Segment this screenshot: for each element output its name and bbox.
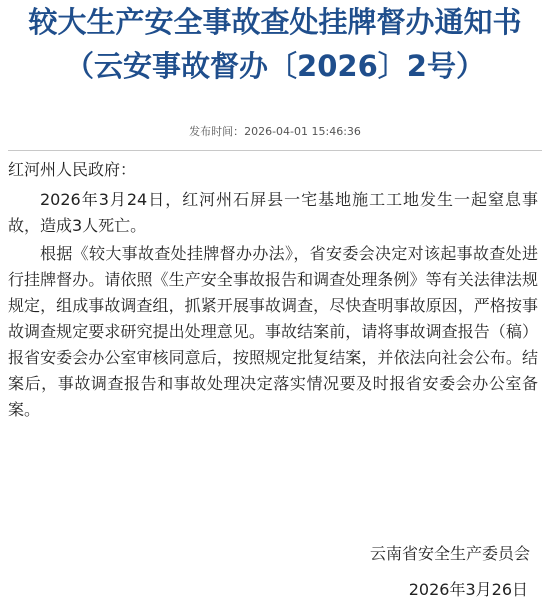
paragraph-incident: 2026年3月24日，红河州石屏县一宅基地施工工地发生一起窒息事故，造成3人死亡。 <box>8 190 538 235</box>
salutation: 红河州人民政府： <box>8 160 137 179</box>
publish-label: 发布时间： <box>189 125 245 138</box>
publish-time: 2026-04-01 15:46:36 <box>244 125 361 138</box>
title-line-doc-number: （云安事故督办〔2026〕2号） <box>65 49 485 83</box>
document-body <box>0 157 550 423</box>
signature-organization: 云南省安全生产委员会 <box>369 544 530 563</box>
header-divider <box>8 150 542 151</box>
publish-meta <box>0 124 550 140</box>
document-title <box>0 0 550 88</box>
paragraph-supervision: 根据《较大事故查处挂牌督办办法》，省安委会决定对该起事故查处进行挂牌督办。请依照《生产安全事故报告和调查处理条例》等有关法律法规规定，组成事故调查组，抓紧开展事故调查，尽快查明事故原因，严格按事故调查规定要求研究提出处理意见。事故结案前，请将事故调查报告（稿）报省安委会办公室审核同意后，按照规定批复结案，并依法向社会公布。结案后，事故调查报告和事故处理决定落实情况要及时报省安委会办公室备案。 <box>8 244 538 419</box>
title-line-main: 较大生产安全事故查处挂牌督办通知书 <box>28 5 522 39</box>
signature-date: 2026年3月26日 <box>408 580 528 599</box>
